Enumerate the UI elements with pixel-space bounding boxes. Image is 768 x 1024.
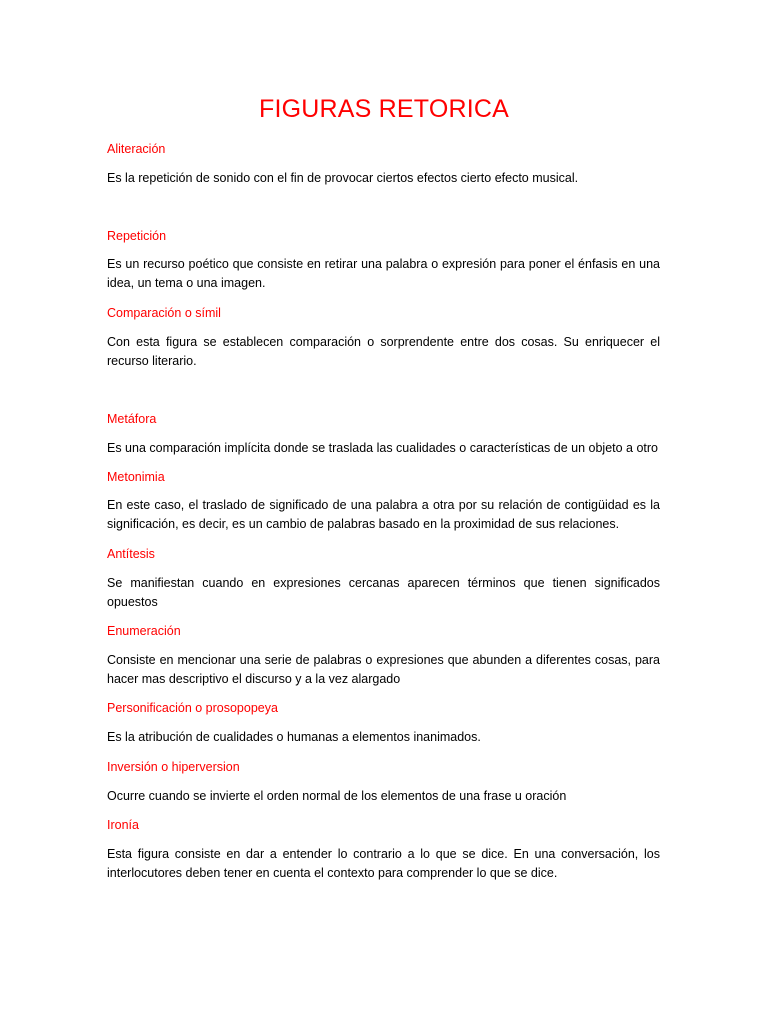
section-heading: Enumeración — [107, 624, 181, 638]
section-personificacion — [107, 699, 660, 747]
section-heading: Antítesis — [107, 547, 155, 561]
section-heading: Aliteración — [107, 142, 166, 156]
section-enumeracion — [107, 622, 660, 689]
section-body: En este caso, el traslado de significado de una palabra a otra por su relación de contigüidad es la significación, es decir, es un cambio de palabras basado en la proximidad de sus relaciones. — [107, 498, 660, 531]
section-heading: Comparación o símil — [107, 306, 221, 320]
section-metafora — [107, 410, 660, 458]
section-repeticion — [107, 227, 660, 293]
section-heading: Metáfora — [107, 412, 157, 426]
section-body: Es una comparación implícita donde se traslada las cualidades o características de un objeto a otro — [107, 441, 659, 455]
section-comparacion — [107, 304, 660, 371]
section-body: Es un recurso poético que consiste en retirar una palabra o expresión para poner el énfasis en una idea, un tema o una imagen. — [107, 257, 660, 290]
section-metonimia — [107, 468, 660, 534]
section-heading: Metonimia — [107, 470, 165, 484]
section-heading: Repetición — [107, 229, 167, 243]
page-title: FIGURAS RETORICA — [259, 95, 509, 123]
section-body: Consiste en mencionar una serie de palabras o expresiones que abunden a diferentes cosas, para hacer mas descriptivo el discurso y a la vez alargado — [107, 653, 660, 686]
section-body: Esta figura consiste en dar a entender lo contrario a lo que se dice. En una conversación, los interlocutores deben tener en cuenta el contexto para comprender lo que se dice. — [107, 847, 660, 880]
section-ironia — [107, 816, 660, 883]
section-body: Con esta figura se establecen comparación o sorprendente entre dos cosas. Su enriquecer el recurso literario. — [107, 335, 660, 368]
section-heading: Personificación o prosopopeya — [107, 701, 278, 715]
section-heading: Ironía — [107, 818, 139, 832]
section-inversion — [107, 758, 660, 806]
section-antitesis — [107, 545, 660, 612]
section-body: Ocurre cuando se invierte el orden normal de los elementos de una frase u oración — [107, 789, 567, 803]
section-body: Es la atribución de cualidades o humanas a elementos inanimados. — [107, 730, 481, 744]
section-body: Es la repetición de sonido con el fin de provocar ciertos efectos cierto efecto musical. — [107, 171, 579, 185]
section-heading: Inversión o hiperversion — [107, 760, 240, 774]
section-body: Se manifiestan cuando en expresiones cercanas aparecen términos que tienen significados opuestos — [107, 576, 660, 609]
section-aliteracion — [107, 140, 660, 188]
